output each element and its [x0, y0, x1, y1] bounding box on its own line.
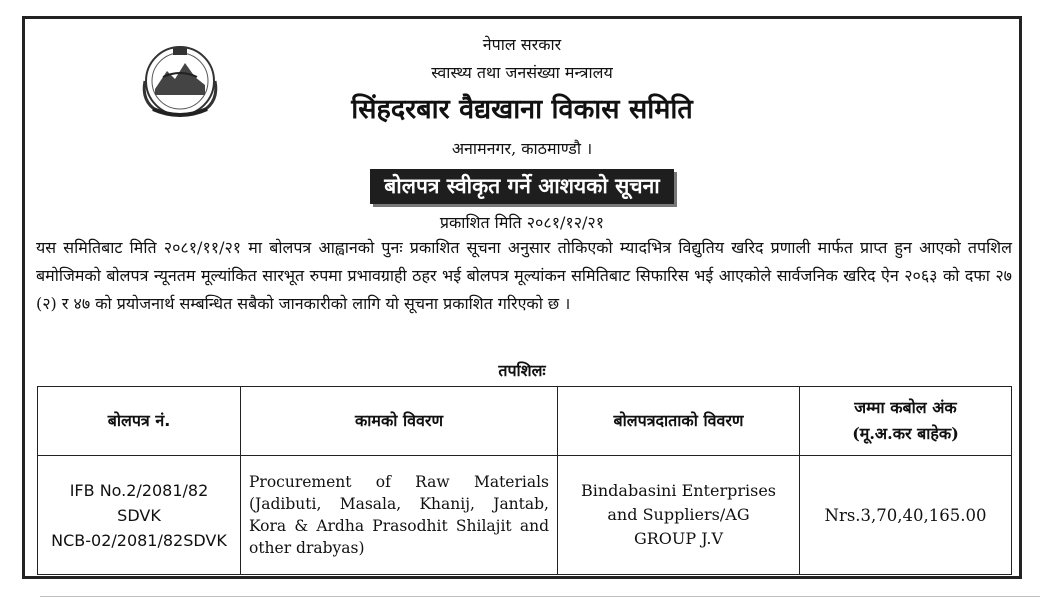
cell-work-description: Procurement of Raw Materials (Jadibuti, Masala, Khanij, Jantab, Kora & Ardha Prasodhit Shilajit and other drabyas): [241, 456, 558, 575]
notice-title-wrap: [25, 169, 1019, 204]
bidder-line3: GROUP J.V: [633, 529, 724, 548]
header-bidder-details: बोलपत्रदाताको विवरण: [558, 387, 800, 456]
government-name: नेपाल सरकार: [482, 35, 562, 54]
ministry-name: स्वास्थ्य तथा जनसंख्या मन्त्रालय: [431, 63, 613, 82]
cell-bid-no: [38, 456, 241, 575]
bidder-line2: and Suppliers/AG: [607, 505, 750, 524]
published-date: प्रकाशित मिति २०८१/१२/२१: [439, 213, 605, 232]
bid-no-line1: IFB No.2/2081/82: [69, 480, 209, 500]
header-work-description: कामको विवरण: [241, 387, 558, 456]
bid-no-line2: SDVK: [117, 505, 161, 525]
notice-title: बोलपत्र स्वीकृत गर्ने आशयको सूचना: [370, 169, 673, 204]
organization-title: सिंहदरबार वैद्यखाना विकास समिति: [351, 94, 693, 125]
table-row: [38, 456, 1012, 575]
header-bid-no: बोलपत्र नं.: [38, 387, 241, 456]
bidder-line1: Bindabasini Enterprises: [580, 481, 776, 500]
notice-body: यस समितिबाट मिति २०८१/११/२१ मा बोलपत्र आह्वानको पुनः प्रकाशित सूचना अनुसार तोकिएको म्यादभित्र विद्युतिय खरिद प्रणाली मार्फत प्राप्त हुन आएको तपशिल बमोजिमको बोलपत्र न्यूनतम मूल्यांकित सारभूत रुपमा प्रभावग्राही ठहर भई बोलपत्र मूल्यांकन समितिबाट सिफारिस भई आएकोले सार्वजनिक खरिद ऐन २०६३ को दफा २७ (२) र ४७ को प्रयोजनार्थ सम्बन्धित सबैको जानकारीको लागि यो सूचना प्रकाशित गरिएको छ ।: [36, 238, 1012, 313]
cell-amount: Nrs.3,70,40,165.00: [800, 456, 1012, 575]
tender-table: [37, 386, 1012, 575]
header-total-bid: [800, 387, 1012, 456]
bid-no-line3: NCB-02/2081/82SDVK: [51, 530, 227, 550]
header-total-bid-line2: (मू.अ.कर बाहेक): [852, 424, 959, 443]
header-total-bid-line1: जम्मा कबोल अंक: [854, 398, 957, 417]
bottom-divider: [40, 596, 1040, 597]
notice-frame: [22, 16, 1022, 579]
organization-address: अनामनगर, काठमाण्डौ ।: [451, 139, 593, 158]
details-label: तपशिलः: [498, 361, 546, 380]
table-header-row: [38, 387, 1012, 456]
cell-bidder-details: [558, 456, 800, 575]
